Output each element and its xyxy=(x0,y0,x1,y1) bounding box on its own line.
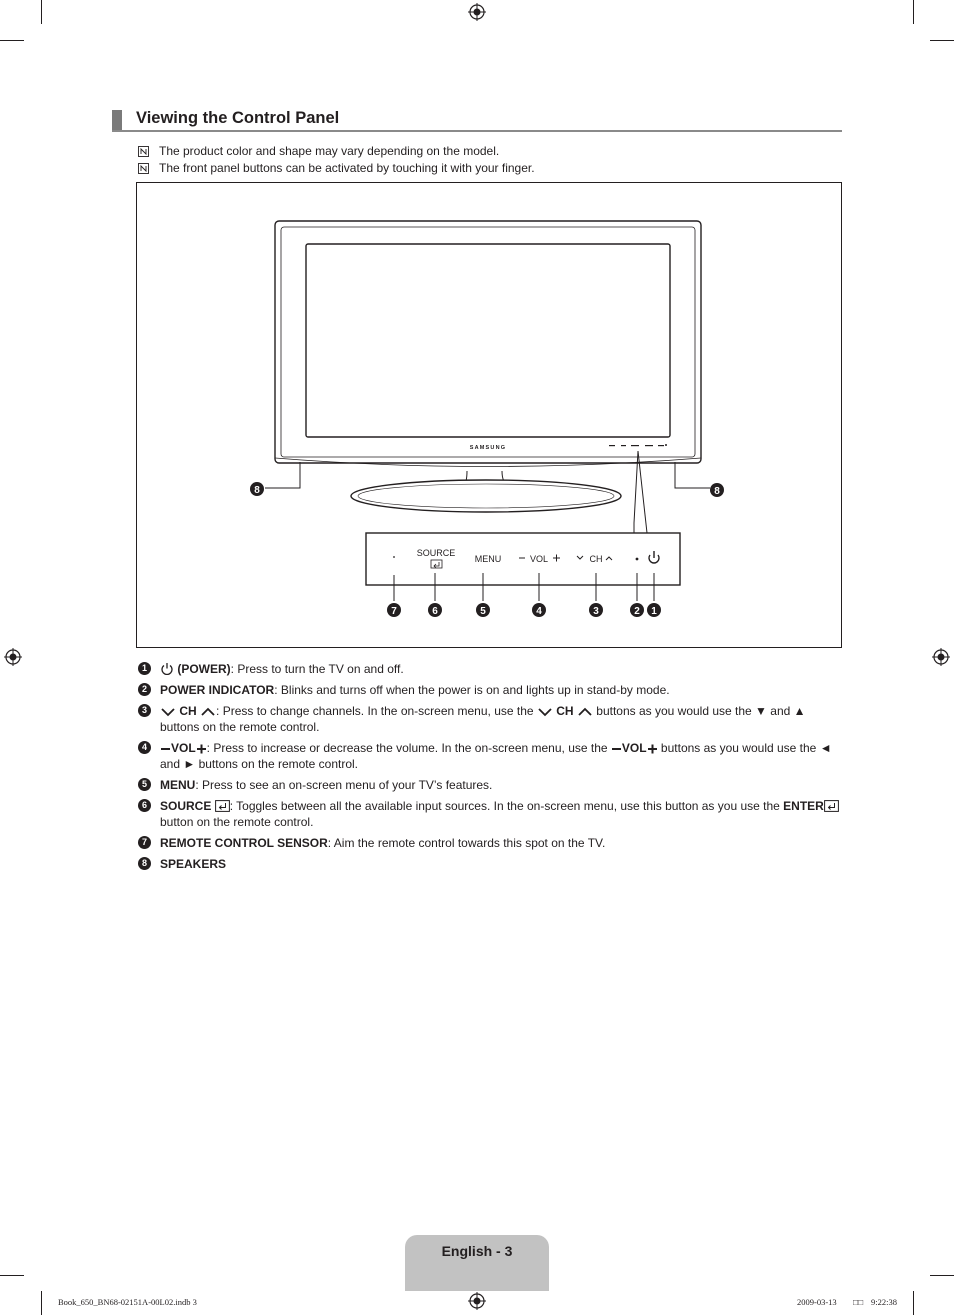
item-text: : Blinks and turns off when the power is on and lights up in stand-by mode. xyxy=(274,683,670,697)
section-title: Viewing the Control Panel xyxy=(136,109,340,127)
item-label: VOL xyxy=(171,741,196,755)
control-descriptions xyxy=(138,661,843,877)
note-text: The front panel buttons can be activated by touching it with your finger. xyxy=(159,161,535,175)
item-label: POWER INDICATOR xyxy=(160,683,275,697)
crop-mark xyxy=(0,40,24,41)
tv-bezel-outer xyxy=(275,221,701,463)
print-slug-squares: □□ xyxy=(853,1297,864,1307)
item-number: 5 xyxy=(138,778,151,791)
item-inline-label: VOL xyxy=(621,741,647,755)
callout-2: 2 xyxy=(634,606,640,617)
item-text: : Aim the remote control towards this spot on the TV. xyxy=(327,836,606,850)
crop-mark xyxy=(913,0,914,24)
list-item xyxy=(138,856,843,872)
control-panel-figure xyxy=(136,182,842,648)
item-text: buttons as you would use the ◄ and ► buttons on the remote control. xyxy=(160,741,832,771)
item-number: 6 xyxy=(138,799,151,812)
item-label: CH xyxy=(179,704,197,718)
item-label: MENU xyxy=(160,778,196,792)
list-item xyxy=(138,798,843,830)
enlarged-control-panel xyxy=(366,533,680,585)
section-title-rule xyxy=(112,130,842,132)
callout-3: 3 xyxy=(593,606,599,617)
chevron-up-icon xyxy=(200,706,216,717)
crop-mark xyxy=(930,40,954,41)
tv-brand-logo: SAMSUNG xyxy=(469,445,507,451)
panel-label-ch: CH xyxy=(589,554,603,564)
item-number: 3 xyxy=(138,704,151,717)
note xyxy=(138,144,499,158)
crop-mark xyxy=(41,1291,42,1315)
item-label: SOURCE xyxy=(160,799,212,813)
callout-8-right: 8 xyxy=(714,486,720,497)
plus-icon xyxy=(647,743,658,754)
item-label: REMOTE CONTROL SENSOR xyxy=(160,836,328,850)
chevron-up-icon xyxy=(577,706,593,717)
remote-sensor-mark xyxy=(393,556,395,558)
callout-4: 4 xyxy=(536,606,542,617)
item-inline-label: ENTER xyxy=(783,799,824,813)
item-text: : Press to change channels. In the on-screen menu, use the xyxy=(216,704,534,718)
note xyxy=(138,161,535,175)
note-text: The product color and shape may vary depending on the model. xyxy=(159,144,500,158)
note-icon xyxy=(138,163,149,174)
source-enter-icon xyxy=(215,800,230,812)
section-title-bar xyxy=(112,110,122,131)
power-indicator-mark xyxy=(636,558,639,561)
list-item xyxy=(138,777,843,793)
note-icon xyxy=(138,146,149,157)
list-item xyxy=(138,682,843,698)
tv-illustration xyxy=(137,183,841,647)
item-inline-label: CH xyxy=(556,704,574,718)
callout-6: 6 xyxy=(432,606,438,617)
callout-1: 1 xyxy=(651,606,657,617)
item-number: 8 xyxy=(138,857,151,870)
enter-icon xyxy=(824,800,839,812)
speaker-callout-line-right xyxy=(675,462,710,488)
list-item xyxy=(138,661,843,677)
panel-label-menu: MENU xyxy=(474,554,502,564)
list-item xyxy=(138,703,843,735)
tv-stand-base xyxy=(351,480,621,512)
callout-8-left: 8 xyxy=(254,485,260,496)
item-number: 7 xyxy=(138,836,151,849)
crop-mark xyxy=(41,0,42,24)
crop-mark xyxy=(0,1275,24,1276)
print-slug-left: Book_650_BN68-02151A-00L02.indb 3 xyxy=(58,1297,197,1307)
crop-mark xyxy=(913,1291,914,1315)
page-number: English - 3 xyxy=(441,1243,513,1259)
callout-7: 7 xyxy=(391,606,397,617)
print-slug-date: 2009-03-13 xyxy=(797,1297,837,1307)
print-slug-time: 9:22:38 xyxy=(871,1297,897,1307)
item-number: 2 xyxy=(138,683,151,696)
registration-mark-icon xyxy=(932,648,950,666)
list-item xyxy=(138,740,843,772)
item-text: button on the remote control. xyxy=(160,815,314,829)
callout-5: 5 xyxy=(480,606,486,617)
power-icon xyxy=(160,662,174,675)
item-text: : Toggles between all the available input sources. In the on-screen menu, use this button as you use the xyxy=(229,799,780,813)
item-text: : Press to increase or decrease the volume. In the on-screen menu, use the xyxy=(206,741,608,755)
item-label: SPEAKERS xyxy=(160,857,227,871)
speaker-callout-line-left xyxy=(265,462,300,488)
list-item xyxy=(138,835,843,851)
minus-icon xyxy=(611,743,622,754)
panel-label-vol: VOL xyxy=(529,554,549,564)
chevron-down-icon xyxy=(537,706,553,717)
minus-icon xyxy=(160,743,171,754)
item-text: : Press to turn the TV on and off. xyxy=(230,662,404,676)
plus-icon xyxy=(196,743,207,754)
registration-mark-icon xyxy=(4,648,22,666)
item-number: 4 xyxy=(138,741,151,754)
item-text: buttons as you would use the ▼ and ▲ buttons on the remote control. xyxy=(160,704,806,734)
registration-mark-icon xyxy=(468,3,486,21)
item-text: : Press to see an on-screen menu of your TV’s features. xyxy=(195,778,493,792)
chevron-down-icon xyxy=(160,706,176,717)
crop-mark xyxy=(930,1275,954,1276)
item-number: 1 xyxy=(138,662,151,675)
registration-mark-icon xyxy=(468,1292,486,1310)
panel-label-source: SOURCE xyxy=(416,548,456,558)
item-label: (POWER) xyxy=(177,662,231,676)
